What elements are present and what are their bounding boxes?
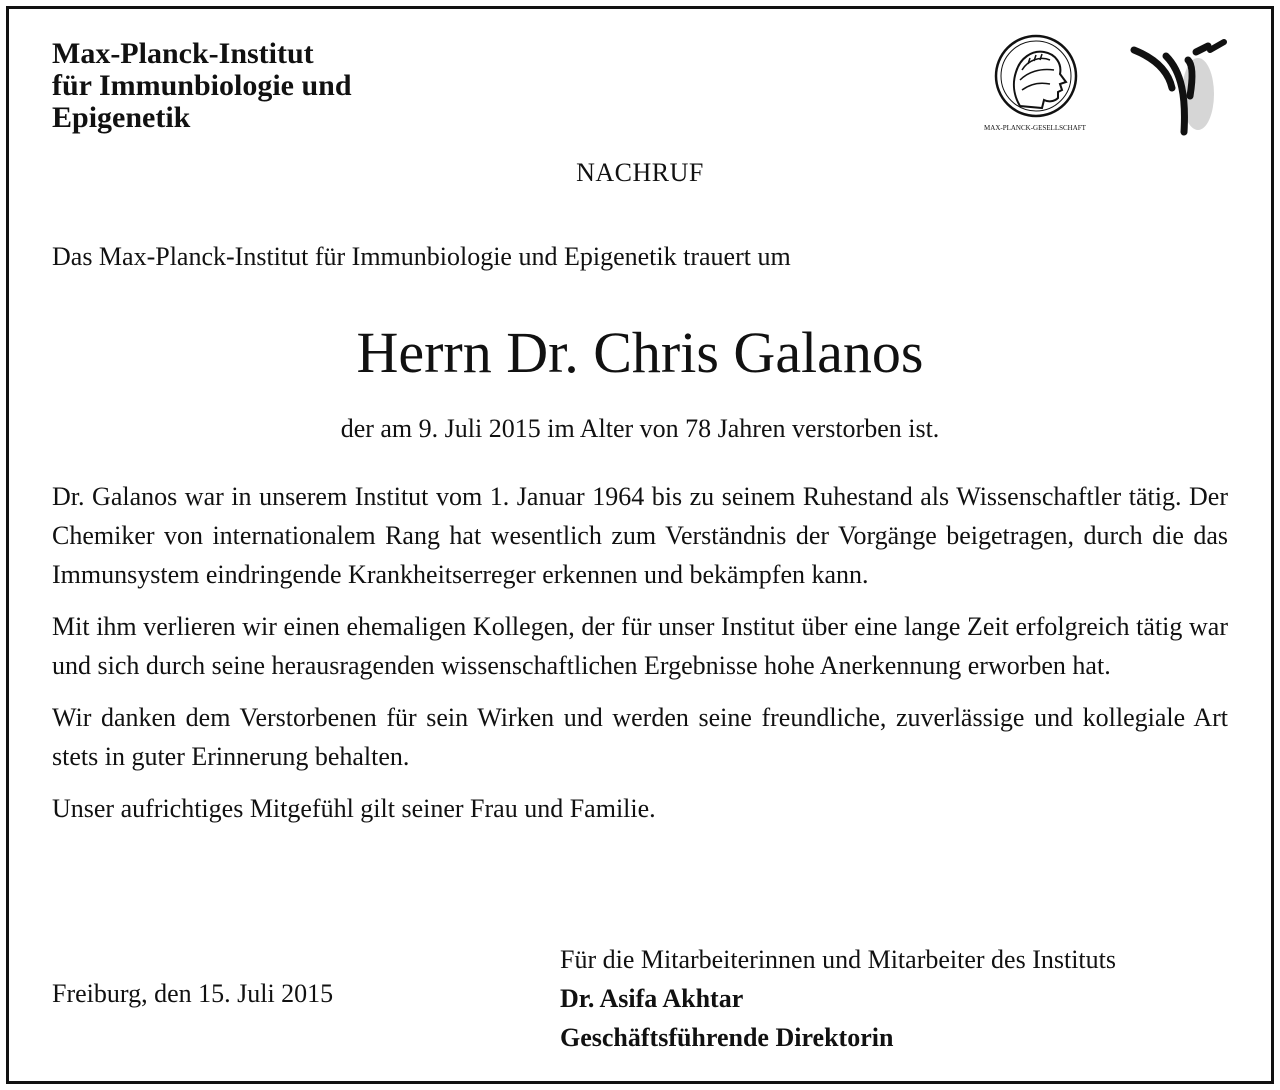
- signature-block: [560, 940, 1116, 1057]
- paragraph: Dr. Galanos war in unserem Institut vom 1. Januar 1964 bis zu seinem Ruhestand als Wissenschaftler tätig. Der Chemiker von internationalem Rang hat wesentlich zum Verständnis der Vorgänge beigetragen, durch die das Immunsystem eindringende Krankheitserreger erkennen und bekämpfen kann.: [52, 482, 1228, 589]
- place-date: Freiburg, den 15. Juli 2015: [52, 979, 334, 1008]
- institute-name: [52, 38, 352, 134]
- paragraph: Unser aufrichtiges Mitgefühl gilt seiner Frau und Familie.: [52, 794, 656, 823]
- signatory-role: Geschäftsführende Direktorin: [560, 1023, 894, 1052]
- notice-heading: NACHRUF: [576, 158, 704, 187]
- paragraph: Wir danken dem Verstorbenen für sein Wirken und werden seine freundliche, zuverlässige und kollegiale Art stets in guter Erinnerung behalten.: [52, 703, 1228, 771]
- institute-name-line: für Immunbiologie und: [52, 69, 352, 102]
- mpg-minerva-logo: [970, 34, 1100, 134]
- mpg-logo-caption: MAX-PLANCK-GESELLSCHAFT: [984, 124, 1086, 132]
- obituary-body: [52, 477, 1228, 841]
- signatory-name: Dr. Asifa Akhtar: [560, 984, 744, 1013]
- institute-name-line: Max-Planck-Institut: [52, 37, 314, 70]
- death-line: der am 9. Juli 2015 im Alter von 78 Jahren verstorben ist.: [340, 414, 940, 443]
- deceased-name: Herrn Dr. Chris Galanos: [356, 320, 924, 385]
- paragraph: Mit ihm verlieren wir einen ehemaligen Kollegen, der für unser Institut über eine lange Zeit erfolgreich tätig war und sich durch seine herausragenden wissenschaftlichen Ergebnisse hohe Anerkennung erworben hat.: [52, 612, 1228, 680]
- intro-line: Das Max-Planck-Institut für Immunbiologie und Epigenetik trauert um: [52, 242, 791, 271]
- institute-name-line: Epigenetik: [52, 101, 191, 134]
- mpi-institute-logo: [1128, 36, 1228, 136]
- signature-on-behalf: Für die Mitarbeiterinnen und Mitarbeiter des Instituts: [560, 945, 1116, 974]
